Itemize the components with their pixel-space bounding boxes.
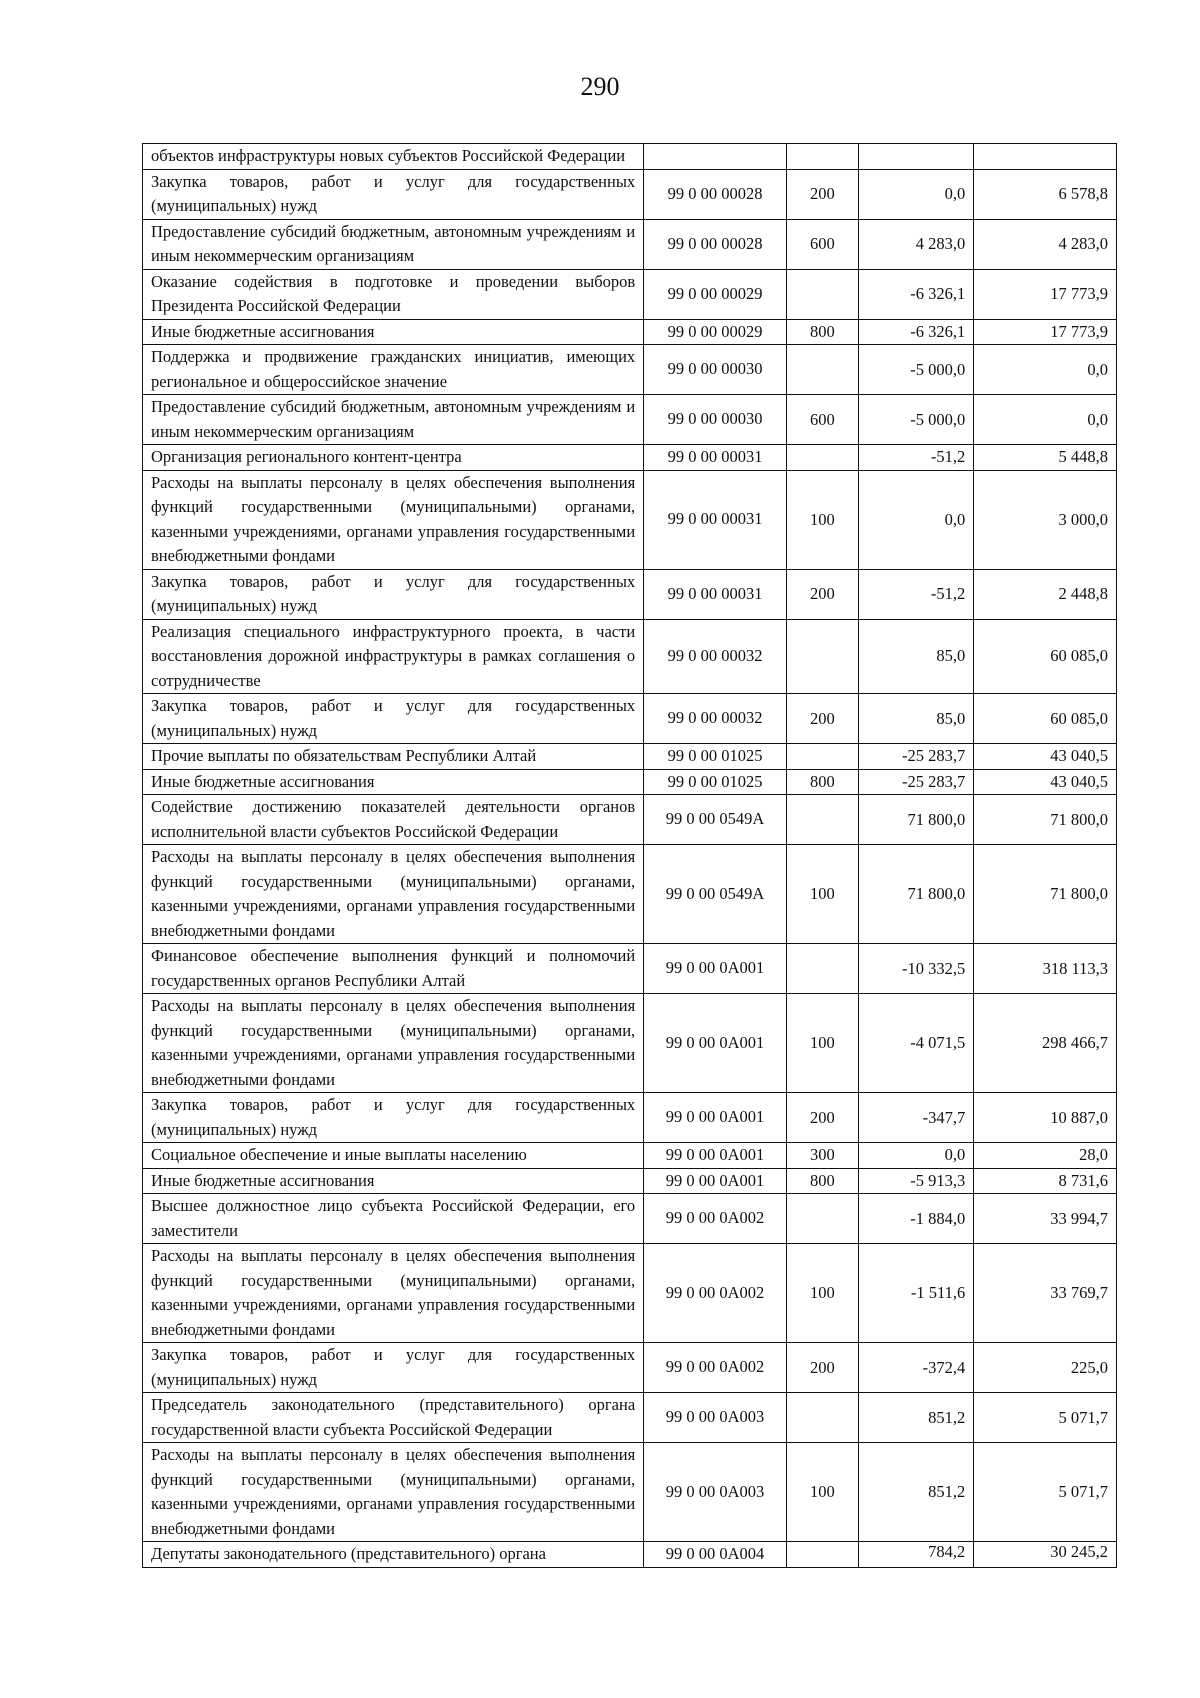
cell-change-amount: -1 511,6	[858, 1244, 973, 1343]
cell-change-amount: -4 071,5	[858, 994, 973, 1093]
cell-target-code	[644, 144, 787, 170]
cell-description: Председатель законодательного (представительного) органа государственной власти субъекта Российской Федерации	[143, 1393, 644, 1443]
cell-change-amount: -25 283,7	[858, 744, 973, 770]
cell-expense-type	[786, 1393, 858, 1443]
cell-change-amount: -6 326,1	[858, 319, 973, 345]
cell-total-amount: 4 283,0	[974, 219, 1117, 269]
cell-target-code: 99 0 00 00028	[644, 169, 787, 219]
cell-change-amount: -25 283,7	[858, 769, 973, 795]
cell-total-amount: 60 085,0	[974, 694, 1117, 744]
cell-expense-type	[786, 269, 858, 319]
cell-change-amount: 85,0	[858, 619, 973, 694]
cell-total-amount: 30 245,2	[974, 1542, 1117, 1568]
cell-change-amount: -51,2	[858, 569, 973, 619]
cell-change-amount: -1 884,0	[858, 1194, 973, 1244]
table-row	[143, 1143, 1117, 1169]
cell-target-code: 99 0 00 00032	[644, 694, 787, 744]
cell-total-amount: 60 085,0	[974, 619, 1117, 694]
cell-description: Закупка товаров, работ и услуг для государственных (муниципальных) нужд	[143, 1093, 644, 1143]
table-row	[143, 269, 1117, 319]
cell-expense-type: 200	[786, 694, 858, 744]
cell-description: Закупка товаров, работ и услуг для государственных (муниципальных) нужд	[143, 694, 644, 744]
cell-expense-type: 800	[786, 769, 858, 795]
cell-description: Расходы на выплаты персоналу в целях обеспечения выполнения функций государственными (муниципальными) органами, казенными учреждениями, органами управления государственными внебюджетными фондами	[143, 994, 644, 1093]
cell-description: Содействие достижению показателей деятельности органов исполнительной власти субъектов Российской Федерации	[143, 795, 644, 845]
cell-target-code: 99 0 00 00032	[644, 619, 787, 694]
cell-expense-type: 100	[786, 845, 858, 944]
cell-description: Закупка товаров, работ и услуг для государственных (муниципальных) нужд	[143, 169, 644, 219]
cell-description: Прочие выплаты по обязательствам Республики Алтай	[143, 744, 644, 770]
cell-total-amount: 318 113,3	[974, 944, 1117, 994]
cell-total-amount: 5 448,8	[974, 445, 1117, 471]
cell-description: Расходы на выплаты персоналу в целях обеспечения выполнения функций государственными (муниципальными) органами, казенными учреждениями, органами управления государственными внебюджетными фондами	[143, 470, 644, 569]
cell-target-code: 99 0 00 0А002	[644, 1343, 787, 1393]
cell-total-amount: 71 800,0	[974, 795, 1117, 845]
table-row	[143, 744, 1117, 770]
cell-description: Поддержка и продвижение гражданских инициатив, имеющих региональное и общероссийское значение	[143, 345, 644, 395]
table-row	[143, 1393, 1117, 1443]
table-row	[143, 619, 1117, 694]
table-row	[143, 769, 1117, 795]
cell-total-amount: 43 040,5	[974, 744, 1117, 770]
cell-total-amount: 17 773,9	[974, 269, 1117, 319]
cell-change-amount: 0,0	[858, 1143, 973, 1169]
table-row	[143, 1093, 1117, 1143]
cell-description: Депутаты законодательного (представительного) органа	[143, 1542, 644, 1568]
cell-expense-type: 200	[786, 1093, 858, 1143]
cell-description: Организация регионального контент-центра	[143, 445, 644, 471]
cell-target-code: 99 0 00 0А002	[644, 1194, 787, 1244]
cell-expense-type	[786, 1542, 858, 1568]
cell-change-amount: -6 326,1	[858, 269, 973, 319]
cell-description: Расходы на выплаты персоналу в целях обеспечения выполнения функций государственными (муниципальными) органами, казенными учреждениями, органами управления государственными внебюджетными фондами	[143, 1443, 644, 1542]
cell-expense-type	[786, 944, 858, 994]
table-row	[143, 1343, 1117, 1393]
cell-change-amount: -51,2	[858, 445, 973, 471]
cell-expense-type: 300	[786, 1143, 858, 1169]
cell-change-amount: 4 283,0	[858, 219, 973, 269]
cell-total-amount: 3 000,0	[974, 470, 1117, 569]
cell-target-code: 99 0 00 00031	[644, 470, 787, 569]
cell-total-amount	[974, 144, 1117, 170]
cell-total-amount: 71 800,0	[974, 845, 1117, 944]
cell-target-code: 99 0 00 0А003	[644, 1443, 787, 1542]
cell-description: Оказание содействия в подготовке и проведении выборов Президента Российской Федерации	[143, 269, 644, 319]
table-row	[143, 1194, 1117, 1244]
cell-change-amount: 71 800,0	[858, 845, 973, 944]
cell-total-amount: 2 448,8	[974, 569, 1117, 619]
cell-description: Высшее должностное лицо субъекта Российской Федерации, его заместители	[143, 1194, 644, 1244]
cell-change-amount: 71 800,0	[858, 795, 973, 845]
table-row	[143, 795, 1117, 845]
cell-change-amount: -5 913,3	[858, 1168, 973, 1194]
cell-total-amount: 6 578,8	[974, 169, 1117, 219]
table-row	[143, 1168, 1117, 1194]
cell-total-amount: 5 071,7	[974, 1443, 1117, 1542]
cell-description: Предоставление субсидий бюджетным, автономным учреждениям и иным некоммерческим организациям	[143, 395, 644, 445]
budget-table	[142, 143, 1117, 1568]
cell-total-amount: 33 769,7	[974, 1244, 1117, 1343]
cell-expense-type: 600	[786, 395, 858, 445]
cell-change-amount: -5 000,0	[858, 395, 973, 445]
table-row	[143, 694, 1117, 744]
cell-target-code: 99 0 00 0А004	[644, 1542, 787, 1568]
cell-change-amount: 851,2	[858, 1443, 973, 1542]
cell-target-code: 99 0 00 0А001	[644, 1093, 787, 1143]
table-row	[143, 345, 1117, 395]
cell-expense-type: 100	[786, 1244, 858, 1343]
cell-description: Реализация специального инфраструктурного проекта, в части восстановления дорожной инфраструктуры в рамках соглашения о сотрудничестве	[143, 619, 644, 694]
cell-description: Расходы на выплаты персоналу в целях обеспечения выполнения функций государственными (муниципальными) органами, казенными учреждениями, органами управления государственными внебюджетными фондами	[143, 1244, 644, 1343]
cell-expense-type: 800	[786, 1168, 858, 1194]
cell-target-code: 99 0 00 00031	[644, 569, 787, 619]
table-row	[143, 445, 1117, 471]
cell-target-code: 99 0 00 0А003	[644, 1393, 787, 1443]
cell-description: Социальное обеспечение и иные выплаты населению	[143, 1143, 644, 1169]
cell-expense-type: 200	[786, 1343, 858, 1393]
cell-change-amount: 85,0	[858, 694, 973, 744]
cell-change-amount: 0,0	[858, 169, 973, 219]
cell-total-amount: 17 773,9	[974, 319, 1117, 345]
cell-total-amount: 28,0	[974, 1143, 1117, 1169]
cell-expense-type	[786, 1194, 858, 1244]
cell-total-amount: 5 071,7	[974, 1393, 1117, 1443]
cell-target-code: 99 0 00 0А001	[644, 994, 787, 1093]
cell-target-code: 99 0 00 00030	[644, 395, 787, 445]
table-row	[143, 1542, 1117, 1568]
cell-target-code: 99 0 00 00031	[644, 445, 787, 471]
cell-target-code: 99 0 00 00028	[644, 219, 787, 269]
cell-expense-type: 600	[786, 219, 858, 269]
cell-description: Закупка товаров, работ и услуг для государственных (муниципальных) нужд	[143, 569, 644, 619]
cell-expense-type	[786, 445, 858, 471]
cell-expense-type: 100	[786, 470, 858, 569]
cell-target-code: 99 0 00 0А002	[644, 1244, 787, 1343]
page-number: 290	[580, 72, 620, 101]
table-row	[143, 319, 1117, 345]
cell-change-amount: -10 332,5	[858, 944, 973, 994]
cell-expense-type: 100	[786, 994, 858, 1093]
cell-description: Закупка товаров, работ и услуг для государственных (муниципальных) нужд	[143, 1343, 644, 1393]
table-row	[143, 845, 1117, 944]
table-row	[143, 1443, 1117, 1542]
cell-target-code: 99 0 00 00030	[644, 345, 787, 395]
cell-total-amount: 10 887,0	[974, 1093, 1117, 1143]
cell-change-amount	[858, 144, 973, 170]
table-row	[143, 470, 1117, 569]
cell-change-amount: 784,2	[858, 1542, 973, 1568]
cell-total-amount: 0,0	[974, 345, 1117, 395]
cell-target-code: 99 0 00 0А001	[644, 1143, 787, 1169]
cell-change-amount: -347,7	[858, 1093, 973, 1143]
cell-description: Финансовое обеспечение выполнения функций и полномочий государственных органов Республики Алтай	[143, 944, 644, 994]
cell-total-amount: 33 994,7	[974, 1194, 1117, 1244]
table-row	[143, 1244, 1117, 1343]
cell-change-amount: 851,2	[858, 1393, 973, 1443]
table-row	[143, 944, 1117, 994]
table-row	[143, 994, 1117, 1093]
cell-total-amount: 298 466,7	[974, 994, 1117, 1093]
cell-expense-type	[786, 144, 858, 170]
cell-change-amount: -5 000,0	[858, 345, 973, 395]
cell-expense-type: 100	[786, 1443, 858, 1542]
cell-expense-type	[786, 345, 858, 395]
table-row	[143, 569, 1117, 619]
cell-change-amount: 0,0	[858, 470, 973, 569]
table-row	[143, 219, 1117, 269]
cell-total-amount: 225,0	[974, 1343, 1117, 1393]
cell-target-code: 99 0 00 01025	[644, 769, 787, 795]
cell-description: Иные бюджетные ассигнования	[143, 769, 644, 795]
cell-target-code: 99 0 00 0А001	[644, 944, 787, 994]
cell-expense-type	[786, 795, 858, 845]
cell-total-amount: 43 040,5	[974, 769, 1117, 795]
cell-description: Иные бюджетные ассигнования	[143, 319, 644, 345]
cell-target-code: 99 0 00 01025	[644, 744, 787, 770]
cell-expense-type	[786, 619, 858, 694]
cell-change-amount: -372,4	[858, 1343, 973, 1393]
cell-description: Расходы на выплаты персоналу в целях обеспечения выполнения функций государственными (муниципальными) органами, казенными учреждениями, органами управления государственными внебюджетными фондами	[143, 845, 644, 944]
cell-target-code: 99 0 00 0549А	[644, 795, 787, 845]
cell-description: Иные бюджетные ассигнования	[143, 1168, 644, 1194]
table-body	[143, 144, 1117, 1568]
table-row	[143, 169, 1117, 219]
cell-description: Предоставление субсидий бюджетным, автономным учреждениям и иным некоммерческим организациям	[143, 219, 644, 269]
cell-description: объектов инфраструктуры новых субъектов Российской Федерации	[143, 144, 644, 170]
table-row	[143, 144, 1117, 170]
cell-total-amount: 0,0	[974, 395, 1117, 445]
cell-expense-type: 800	[786, 319, 858, 345]
cell-expense-type	[786, 744, 858, 770]
cell-expense-type: 200	[786, 169, 858, 219]
cell-target-code: 99 0 00 0549А	[644, 845, 787, 944]
cell-expense-type: 200	[786, 569, 858, 619]
cell-target-code: 99 0 00 00029	[644, 269, 787, 319]
cell-target-code: 99 0 00 0А001	[644, 1168, 787, 1194]
cell-total-amount: 8 731,6	[974, 1168, 1117, 1194]
cell-target-code: 99 0 00 00029	[644, 319, 787, 345]
table-row	[143, 395, 1117, 445]
